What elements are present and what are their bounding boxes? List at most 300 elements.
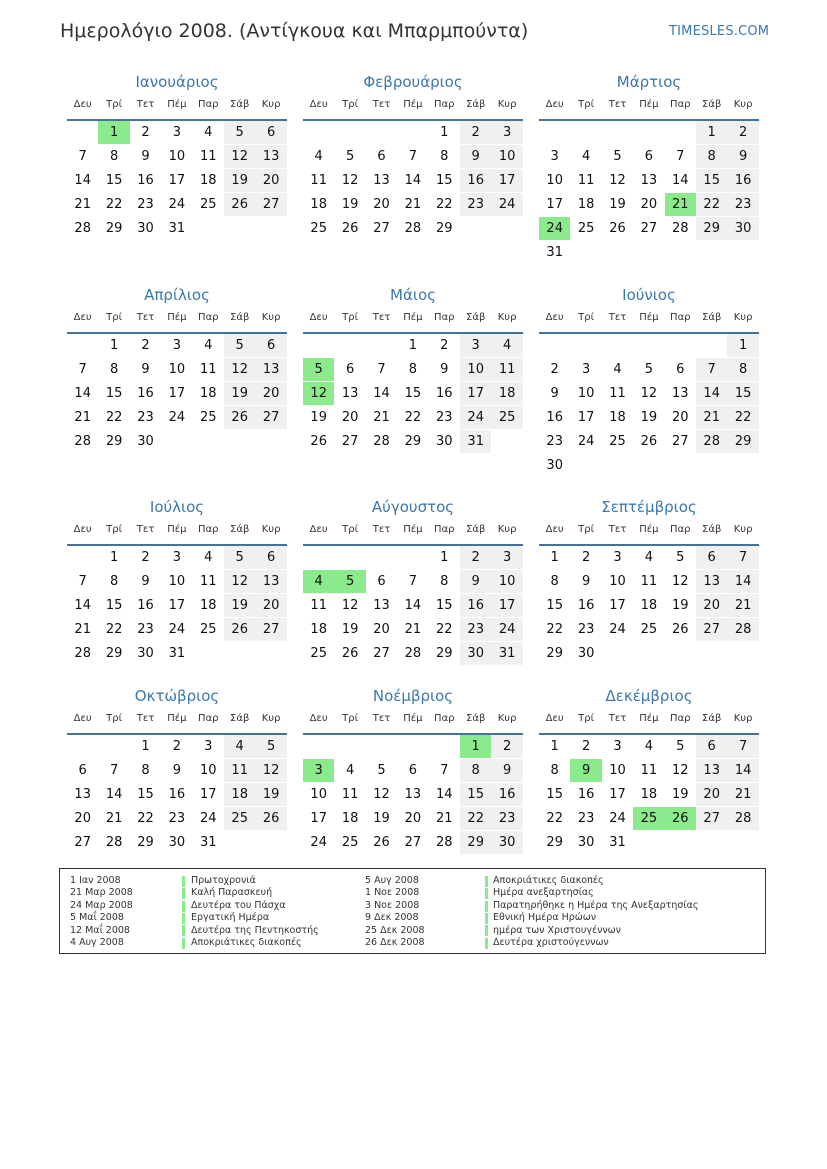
legend-date: 26 Δεκ 2008: [365, 937, 425, 948]
legend-marker: [485, 876, 488, 887]
day-cell: 17: [491, 594, 522, 617]
weekday-header: [67, 312, 287, 334]
day-cell: 23: [436, 410, 453, 425]
weekday-label: Παρ: [670, 524, 691, 535]
day-cell: 23: [727, 193, 758, 216]
day-cell: 22: [727, 406, 758, 429]
weekday-label: Παρ: [670, 312, 691, 323]
day-cell: 22: [137, 811, 154, 826]
day-cell: 28: [404, 646, 422, 661]
day-cell: 17: [200, 787, 217, 802]
day-cell: 28: [672, 221, 689, 236]
day-cell: 1: [550, 550, 559, 565]
legend-marker: [485, 913, 488, 924]
day-cell: 26: [640, 434, 658, 449]
day-cell: 15: [727, 382, 758, 405]
day-cell: 12: [373, 787, 390, 802]
day-cell: 21: [74, 410, 91, 425]
day-cell: 18: [310, 197, 327, 212]
day-cell: 24: [168, 410, 186, 425]
day-cell: 8: [550, 574, 559, 589]
day-cell: 21: [404, 622, 422, 637]
day-cell: 17: [609, 787, 626, 802]
day-cell: 23: [137, 197, 154, 212]
weekday-label: Πέμ: [639, 524, 659, 535]
day-cell: 29: [436, 221, 453, 236]
day-cell: 28: [105, 835, 123, 850]
day-cell: 10: [200, 763, 217, 778]
day-cell: 7: [408, 574, 418, 589]
weekday-label: Τετ: [608, 713, 627, 724]
month-name: Απρίλιος: [144, 286, 210, 304]
day-cell: 22: [404, 410, 422, 425]
weekday-label: Πέμ: [639, 99, 659, 110]
weekday-label: Σάβ: [466, 524, 486, 535]
day-cell: 24: [491, 193, 522, 216]
day-cell: 8: [408, 362, 418, 377]
day-cell: 12: [672, 763, 689, 778]
weekday-label: Σάβ: [702, 99, 722, 110]
legend-holiday-name: Αποκριάτικες διακοπές: [493, 875, 604, 886]
day-cell: 21: [373, 410, 390, 425]
day-cell: 19: [640, 410, 658, 425]
day-cell: 12: [640, 386, 658, 401]
day-cell: 18: [341, 811, 359, 826]
day-cell: 5: [224, 546, 255, 569]
weekday-label: Σάβ: [702, 312, 722, 323]
day-cell: 10: [460, 358, 491, 381]
day-cell: 22: [105, 622, 123, 637]
day-cell: 24: [460, 406, 491, 429]
day-cell: 27: [341, 434, 359, 449]
day-cell: 9: [141, 362, 150, 377]
weekday-label: Δευ: [545, 312, 564, 323]
day-cell: 7: [727, 735, 758, 758]
day-cell: 23: [168, 811, 186, 826]
weekday-label: Τετ: [372, 99, 391, 110]
day-cell: 30: [168, 835, 186, 850]
day-cell: 21: [727, 594, 758, 617]
day-cell: 29: [105, 434, 123, 449]
day-cell: 25: [577, 221, 595, 236]
day-cell: 23: [546, 434, 563, 449]
legend-date: 5 Μαΐ 2008: [70, 912, 124, 924]
day-cell: 5: [644, 362, 654, 377]
day-cell: 8: [696, 145, 727, 168]
weekday-label: Δευ: [545, 713, 564, 724]
day-cell: 29: [105, 221, 123, 236]
day-cell: 2: [581, 739, 591, 754]
day-cell: 7: [696, 358, 727, 381]
day-cell: 10: [609, 574, 626, 589]
day-cell: 9: [141, 574, 150, 589]
day-cell: 1: [440, 550, 449, 565]
weekday-label: Πέμ: [403, 312, 423, 323]
weekday-label: Τρί: [106, 524, 122, 535]
day-cell: 12: [341, 173, 359, 188]
day-cell: 18: [609, 410, 626, 425]
day-cell: 28: [696, 430, 727, 453]
day-cell: 16: [546, 410, 563, 425]
weekday-label: Πέμ: [639, 312, 659, 323]
day-cell: 5: [224, 121, 255, 144]
holiday-day-cell: 26: [665, 807, 696, 830]
weekday-label: Τετ: [608, 312, 627, 323]
weekday-label: Σάβ: [230, 524, 250, 535]
legend-date: 21 Μαρ 2008: [70, 887, 133, 899]
day-cell: 2: [727, 121, 758, 144]
day-cell: 19: [224, 594, 255, 617]
day-cell: 20: [74, 811, 91, 826]
weekday-label: Κυρ: [733, 524, 753, 535]
day-cell: 15: [696, 169, 727, 192]
day-cell: 3: [460, 334, 491, 357]
weekday-label: Παρ: [198, 99, 219, 110]
day-cell: 26: [310, 434, 327, 449]
day-cell: 2: [440, 338, 449, 353]
day-cell: 4: [345, 763, 355, 778]
day-cell: 6: [255, 121, 286, 144]
day-cell: 15: [137, 787, 154, 802]
weekday-header: [303, 312, 523, 334]
day-cell: 24: [491, 618, 522, 641]
day-cell: 19: [672, 787, 689, 802]
day-cell: 29: [546, 835, 563, 850]
legend-holiday-name: Εθνική Ημέρα Ηρώων: [493, 912, 597, 924]
day-cell: 11: [609, 386, 626, 401]
weekday-label: Κυρ: [261, 99, 281, 110]
day-cell: 8: [460, 759, 491, 782]
weekday-label: Τρί: [106, 312, 122, 323]
month-name: Δεκέμβριος: [605, 687, 693, 705]
day-cell: 20: [696, 783, 727, 806]
day-cell: 20: [404, 811, 422, 826]
day-cell: 15: [105, 598, 123, 613]
weekday-label: Παρ: [434, 312, 455, 323]
weekday-label: Σάβ: [230, 99, 250, 110]
day-cell: 2: [460, 121, 491, 144]
day-cell: 31: [491, 642, 522, 665]
weekday-label: Κυρ: [497, 713, 517, 724]
day-cell: 3: [491, 546, 522, 569]
day-cell: 10: [577, 386, 595, 401]
day-cell: 9: [460, 145, 491, 168]
weekday-label: Σάβ: [230, 713, 250, 724]
legend-marker: [182, 888, 185, 899]
day-cell: 4: [613, 362, 622, 377]
day-cell: 5: [377, 763, 386, 778]
day-cell: 23: [577, 811, 595, 826]
weekday-label: Δευ: [73, 713, 92, 724]
day-cell: 10: [546, 173, 563, 188]
day-cell: 28: [436, 835, 453, 850]
day-cell: 21: [696, 406, 727, 429]
day-cell: 4: [204, 550, 213, 565]
day-cell: 27: [640, 221, 658, 236]
day-cell: 22: [105, 410, 123, 425]
day-cell: 30: [491, 831, 522, 854]
day-cell: 6: [78, 763, 87, 778]
weekday-label: Κυρ: [261, 312, 281, 323]
day-cell: 11: [640, 763, 658, 778]
day-cell: 17: [168, 173, 186, 188]
day-cell: 11: [491, 358, 522, 381]
day-cell: 14: [373, 386, 390, 401]
weekday-label: Δευ: [309, 713, 328, 724]
day-cell: 18: [200, 173, 217, 188]
day-cell: 9: [141, 149, 150, 164]
day-cell: 23: [137, 622, 154, 637]
day-cell: 8: [109, 362, 119, 377]
legend-date: 1 Ιαν 2008: [70, 875, 121, 886]
weekday-label: Τρί: [578, 713, 594, 724]
day-cell: 16: [137, 598, 154, 613]
day-cell: 13: [341, 386, 359, 401]
day-cell: 27: [255, 618, 286, 641]
day-cell: 29: [137, 835, 154, 850]
day-cell: 9: [440, 362, 449, 377]
day-cell: 14: [105, 787, 123, 802]
weekday-label: Παρ: [198, 713, 219, 724]
day-cell: 8: [440, 149, 449, 164]
day-cell: 8: [109, 574, 119, 589]
day-cell: 25: [609, 434, 626, 449]
day-cell: 2: [172, 739, 182, 754]
site-brand-link[interactable]: TIMESLES.COM: [669, 24, 770, 39]
weekday-label: Παρ: [434, 99, 455, 110]
weekday-label: Δευ: [545, 524, 564, 535]
day-cell: 26: [224, 193, 255, 216]
day-cell: 7: [78, 574, 87, 589]
weekday-label: Πέμ: [167, 524, 187, 535]
day-cell: 27: [255, 406, 286, 429]
day-cell: 9: [550, 386, 559, 401]
day-cell: 26: [341, 646, 359, 661]
day-cell: 16: [577, 598, 595, 613]
day-cell: 23: [577, 622, 595, 637]
day-cell: 22: [436, 197, 453, 212]
day-cell: 7: [440, 763, 449, 778]
day-cell: 6: [255, 546, 286, 569]
day-cell: 28: [727, 807, 758, 830]
legend-date: 5 Αυγ 2008: [365, 875, 419, 886]
day-cell: 19: [310, 410, 327, 425]
month-name: Αύγουστος: [371, 498, 455, 516]
day-cell: 6: [696, 735, 727, 758]
day-cell: 11: [200, 149, 217, 164]
day-cell: 4: [491, 334, 522, 357]
day-cell: 9: [491, 759, 522, 782]
day-cell: 25: [341, 835, 359, 850]
day-cell: 10: [609, 763, 626, 778]
day-cell: 24: [609, 811, 626, 826]
weekday-label: Τρί: [342, 99, 358, 110]
day-cell: 18: [200, 386, 217, 401]
day-cell: 28: [74, 221, 91, 236]
holiday-day-cell: 4: [303, 570, 334, 593]
month-name: Οκτώβριος: [134, 687, 220, 705]
legend-marker: [485, 925, 488, 936]
day-cell: 11: [200, 362, 217, 377]
weekday-header: [539, 312, 759, 334]
weekday-header: [67, 524, 287, 546]
weekday-label: Κυρ: [497, 312, 517, 323]
weekday-label: Τρί: [106, 713, 122, 724]
month-name: Μάιος: [390, 286, 436, 304]
day-cell: 14: [672, 173, 689, 188]
day-cell: 7: [408, 149, 418, 164]
legend-holiday-name: Δευτέρα της Πεντηκοστής: [191, 924, 319, 936]
day-cell: 20: [640, 197, 658, 212]
day-cell: 25: [310, 646, 327, 661]
weekday-label: Πέμ: [403, 524, 423, 535]
weekday-label: Τρί: [342, 713, 358, 724]
page-title: Ημερολόγιο 2008. (Αντίγκουα και Μπαρμπούντα): [60, 20, 529, 42]
day-cell: 10: [310, 787, 327, 802]
day-cell: 20: [255, 382, 286, 405]
weekday-label: Τρί: [578, 312, 594, 323]
day-cell: 28: [404, 221, 422, 236]
day-cell: 17: [460, 382, 491, 405]
day-cell: 1: [440, 125, 449, 140]
day-cell: 2: [460, 546, 491, 569]
day-cell: 30: [137, 646, 154, 661]
month-name: Φεβρουάριος: [363, 73, 463, 91]
day-cell: 29: [105, 646, 123, 661]
day-cell: 20: [373, 197, 390, 212]
day-cell: 30: [436, 434, 453, 449]
legend-holiday-name: Καλή Παρασκευή: [191, 887, 273, 899]
day-cell: 7: [727, 546, 758, 569]
weekday-label: Τετ: [608, 524, 627, 535]
day-cell: 21: [727, 783, 758, 806]
day-cell: 8: [550, 763, 559, 778]
day-cell: 5: [613, 149, 622, 164]
weekday-label: Παρ: [198, 524, 219, 535]
day-cell: 14: [404, 598, 422, 613]
day-cell: 19: [255, 783, 286, 806]
day-cell: 16: [491, 783, 522, 806]
day-cell: 16: [137, 386, 154, 401]
weekday-label: Τρί: [342, 312, 358, 323]
day-cell: 15: [436, 173, 453, 188]
day-cell: 14: [74, 386, 91, 401]
day-cell: 14: [74, 598, 91, 613]
legend-holiday-name: Δευτέρα του Πάσχα: [191, 899, 286, 911]
day-cell: 1: [550, 739, 559, 754]
day-cell: 15: [546, 787, 563, 802]
day-cell: 14: [696, 382, 727, 405]
day-cell: 3: [581, 362, 591, 377]
weekday-label: Παρ: [434, 713, 455, 724]
day-cell: 15: [105, 386, 123, 401]
weekday-label: Δευ: [309, 99, 328, 110]
holiday-day-cell: 24: [539, 217, 570, 240]
weekday-label: Τετ: [372, 524, 391, 535]
day-cell: 25: [491, 406, 522, 429]
day-cell: 28: [74, 434, 91, 449]
weekday-label: Δευ: [73, 99, 92, 110]
weekday-header: [303, 713, 523, 735]
day-cell: 18: [491, 382, 522, 405]
holiday-day-cell: 9: [570, 759, 601, 782]
day-cell: 13: [373, 598, 390, 613]
day-cell: 12: [224, 570, 255, 593]
day-cell: 1: [696, 121, 727, 144]
day-cell: 31: [460, 430, 491, 453]
legend-marker: [182, 913, 185, 924]
day-cell: 11: [200, 574, 217, 589]
day-cell: 3: [491, 121, 522, 144]
day-cell: 9: [172, 763, 182, 778]
day-cell: 30: [727, 217, 758, 240]
day-cell: 16: [137, 173, 154, 188]
weekday-label: Σάβ: [466, 713, 486, 724]
weekday-label: Σάβ: [230, 312, 250, 323]
legend-date: 3 Νοε 2008: [365, 899, 420, 911]
day-cell: 11: [224, 759, 255, 782]
weekday-label: Παρ: [198, 312, 219, 323]
weekday-label: Κυρ: [733, 99, 753, 110]
day-cell: 20: [255, 169, 286, 192]
month-name: Νοέμβριος: [372, 687, 454, 705]
day-cell: 20: [696, 594, 727, 617]
day-cell: 6: [255, 334, 286, 357]
weekday-label: Τρί: [342, 524, 358, 535]
day-cell: 8: [440, 574, 449, 589]
day-cell: 12: [341, 598, 359, 613]
day-cell: 30: [577, 835, 595, 850]
day-cell: 7: [377, 362, 386, 377]
day-cell: 31: [168, 646, 186, 661]
weekday-label: Τρί: [578, 99, 594, 110]
day-cell: 22: [436, 622, 453, 637]
legend-marker: [182, 901, 185, 912]
weekday-label: Πέμ: [167, 312, 187, 323]
holiday-day-cell: 1: [460, 735, 491, 758]
day-cell: 8: [141, 763, 150, 778]
legend-marker: [182, 876, 185, 887]
day-cell: 25: [640, 622, 658, 637]
weekday-label: Τρί: [106, 99, 122, 110]
day-cell: 26: [255, 807, 286, 830]
day-cell: 14: [404, 173, 422, 188]
day-cell: 29: [460, 831, 491, 854]
month-name: Ιούνιος: [622, 286, 676, 304]
legend-marker: [485, 938, 488, 949]
legend-date: 1 Νοε 2008: [365, 887, 420, 899]
day-cell: 13: [255, 145, 286, 168]
day-cell: 22: [696, 193, 727, 216]
weekday-label: Κυρ: [261, 713, 281, 724]
day-cell: 28: [373, 434, 390, 449]
day-cell: 2: [550, 362, 559, 377]
day-cell: 7: [78, 362, 87, 377]
weekday-label: Τετ: [372, 713, 391, 724]
day-cell: 28: [727, 618, 758, 641]
day-cell: 24: [609, 622, 626, 637]
day-cell: 10: [168, 149, 186, 164]
weekday-label: Πέμ: [167, 99, 187, 110]
day-cell: 27: [696, 618, 727, 641]
day-cell: 18: [640, 598, 658, 613]
day-cell: 21: [74, 197, 91, 212]
day-cell: 2: [581, 550, 591, 565]
weekday-label: Τετ: [136, 99, 155, 110]
day-cell: 22: [460, 807, 491, 830]
day-cell: 3: [172, 550, 182, 565]
weekday-label: Σάβ: [702, 713, 722, 724]
